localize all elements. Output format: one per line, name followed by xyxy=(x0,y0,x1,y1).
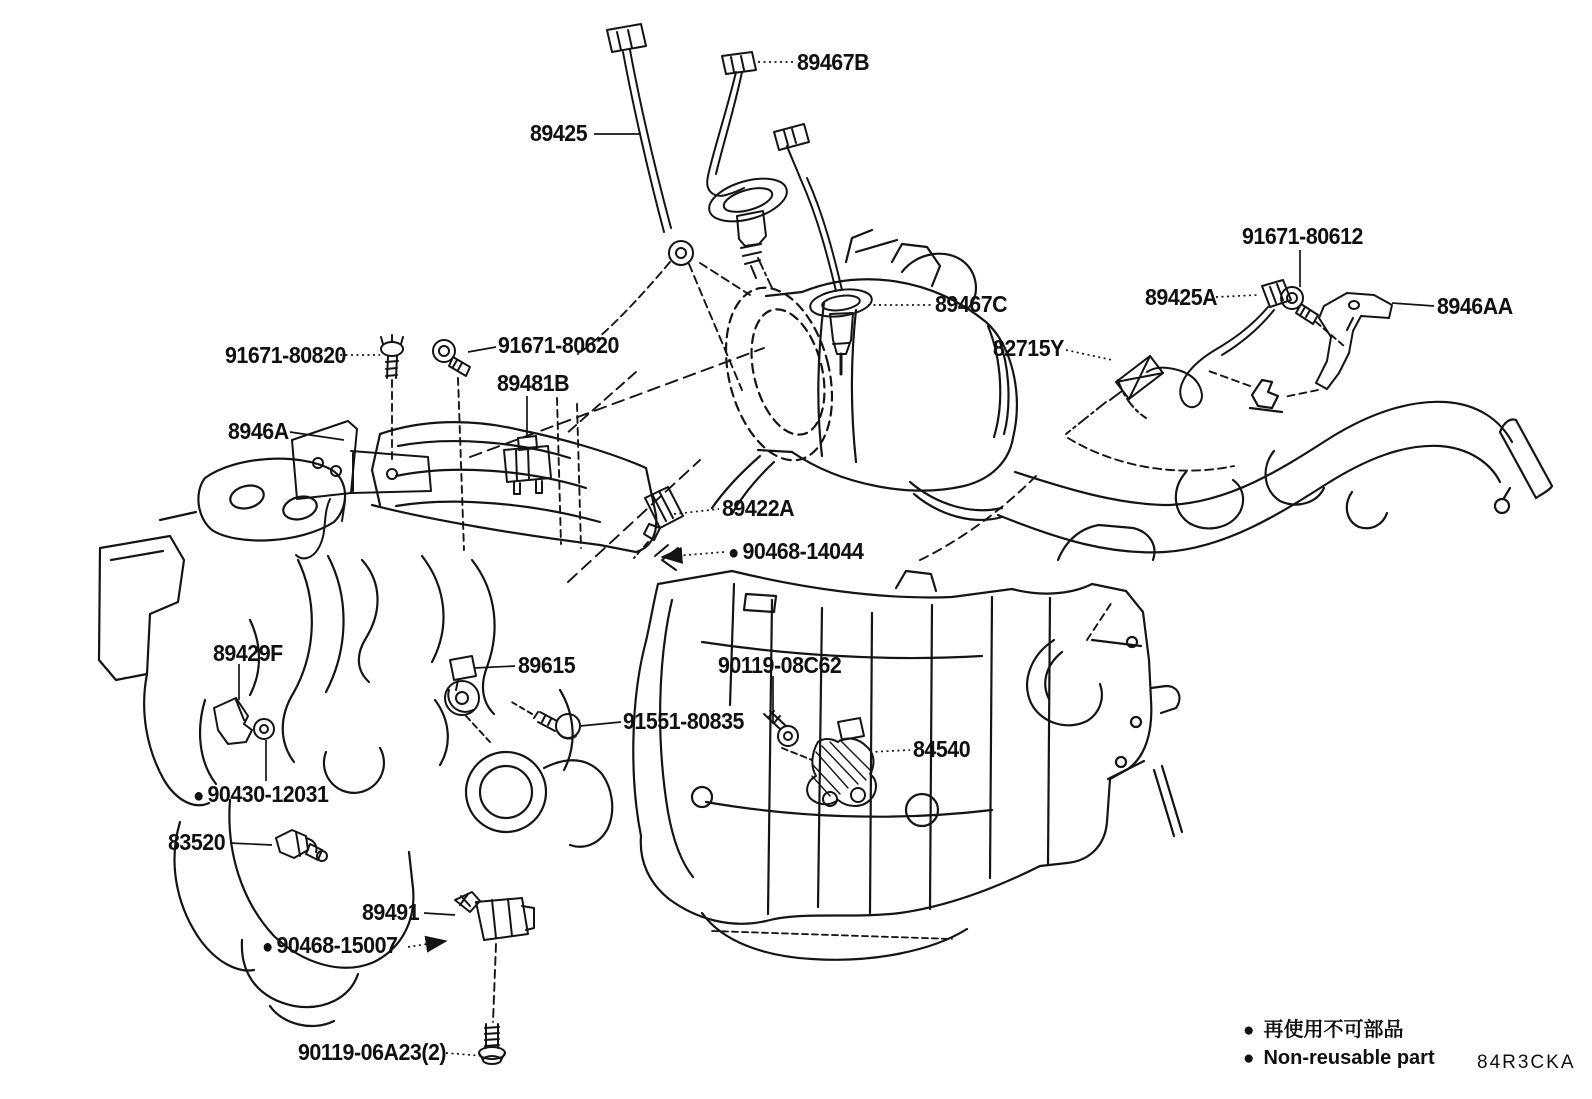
part-number-text: 90468-14044 xyxy=(742,538,864,564)
legend-jp: ● 再使用不可部品 xyxy=(1243,1019,1404,1041)
drawing-code: 84R3CKA xyxy=(1477,1052,1576,1073)
part-number-text: 82715Y xyxy=(993,335,1064,361)
clamp-82715Y xyxy=(1118,380,1146,418)
part-number-text: 89467C xyxy=(935,291,1008,317)
transmission xyxy=(633,525,1182,960)
engine-block xyxy=(99,422,656,1026)
catalytic-converter xyxy=(709,230,1017,520)
sensor-89429F xyxy=(214,698,274,744)
part-number-text: 90468-15007 xyxy=(276,932,398,958)
non-reusable-dot-icon: ● xyxy=(1243,1048,1255,1069)
part-number-text: 91671-80820 xyxy=(225,342,346,368)
part-number-text: 89481B xyxy=(497,370,570,396)
part-number-text: 91671-80620 xyxy=(498,332,619,358)
non-reusable-dot-icon: ● xyxy=(728,542,739,564)
part-number-text: 89425A xyxy=(1145,284,1218,310)
part-number-text: 90119-08C62 xyxy=(718,652,842,678)
bracket-8946AA xyxy=(1316,293,1392,389)
part-number-text: 89615 xyxy=(518,652,576,678)
part-number-text: 90119-06A23(2) xyxy=(298,1039,447,1065)
part-number-text: 8946AA xyxy=(1437,293,1513,319)
bolt-90119-06A23 xyxy=(479,1024,505,1064)
non-reusable-dot-icon: ● xyxy=(1243,1020,1255,1041)
part-number-text: 90430-12031 xyxy=(207,781,329,807)
clip-90468-14044 xyxy=(655,545,678,570)
sensor-89422A xyxy=(644,487,683,540)
part-number-text: 89422A xyxy=(722,495,795,521)
screw-91671-80612 xyxy=(1281,287,1318,324)
fasteners-and-sensors xyxy=(214,287,1318,1064)
oxygen-sensor-89467C xyxy=(774,124,874,374)
part-number-text: 91551-80835 xyxy=(623,708,744,734)
non-reusable-dot-icon: ● xyxy=(193,785,204,807)
legend-en: ● Non-reusable part xyxy=(1243,1047,1435,1069)
part-number-text: 89425 xyxy=(530,120,588,146)
part-number-text: 89467B xyxy=(797,49,870,75)
part-number-text: 84540 xyxy=(913,736,971,762)
switch-84540 xyxy=(807,718,876,806)
screw-91671-80620 xyxy=(433,340,470,376)
part-number-text: 83520 xyxy=(168,829,226,855)
switch-83520 xyxy=(276,830,327,861)
sensor-89615 xyxy=(445,656,479,715)
part-number-text: 89429F xyxy=(213,640,283,666)
leader-lines xyxy=(230,62,1434,1056)
washer-90430-12031 xyxy=(254,719,274,739)
exhaust-temp-sensor-89425A xyxy=(1110,280,1392,407)
exhaust-pipe xyxy=(998,380,1552,725)
bracket-8946A xyxy=(292,421,431,558)
sensor-89491 xyxy=(455,892,534,940)
bolt-90119-08C62 xyxy=(764,711,798,746)
screw-91671-80820 xyxy=(381,335,403,378)
part-number-text: 91671-80612 xyxy=(1242,223,1363,249)
part-number-text: 89491 xyxy=(362,899,420,925)
non-reusable-dot-icon: ● xyxy=(262,936,273,958)
part-number-text: 8946A xyxy=(228,418,289,444)
